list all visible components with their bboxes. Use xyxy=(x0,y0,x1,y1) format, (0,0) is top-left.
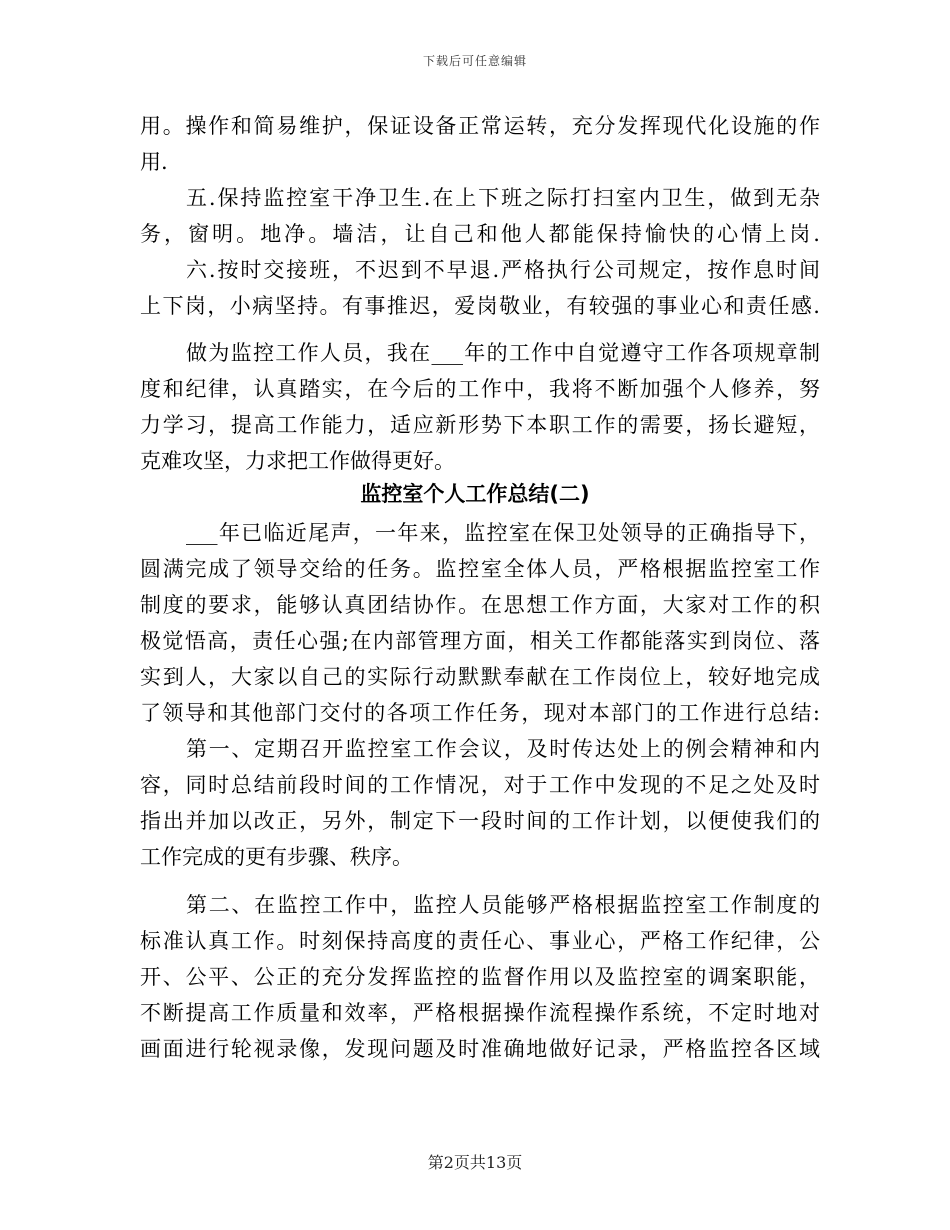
text-line: 力学习，提高工作能力，适应新形势下本职工作的需要，扬长避短， xyxy=(140,413,820,437)
header-note: 下载后可任意编辑 xyxy=(422,54,527,68)
text-line: 用. xyxy=(140,150,168,174)
text-line: 六.按时交接班，不迟到不早退.严格执行公司规定，按作息时间 xyxy=(186,258,820,282)
text-line: 第二、在监控工作中，监控人员能够严格根据监控室工作制度的 xyxy=(186,893,820,917)
text-line: ___年已临近尾声，一年来，监控室在保卫处领导的正确指导下， xyxy=(186,521,820,545)
text-line: 做为监控工作人员，我在___年的工作中自觉遵守工作各项规章制 xyxy=(186,341,820,365)
text-line: 标准认真工作。时刻保持高度的责任心、事业心，严格工作纪律，公 xyxy=(140,929,820,953)
text-line: 开、公平、公正的充分发挥监控的监督作用以及监控室的调案职能， xyxy=(140,965,820,989)
text-line: 极觉悟高，责任心强;在内部管理方面，相关工作都能落实到岗位、落 xyxy=(140,629,820,653)
text-line: 克难攻坚，力求把工作做得更好。 xyxy=(140,449,455,473)
text-line: 工作完成的更有步骤、秩序。 xyxy=(140,845,413,869)
text-line: 制度的要求，能够认真团结协作。在思想工作方面，大家对工作的积 xyxy=(140,593,820,617)
text-line: 用。操作和简易维护，保证设备正常运转，充分发挥现代化设施的作 xyxy=(140,114,820,138)
text-line: 了领导和其他部门交付的各项工作任务，现对本部门的工作进行总结: xyxy=(140,701,820,725)
text-line: 实到人，大家以自己的实际行动默默奉献在工作岗位上，较好地完成 xyxy=(140,665,820,689)
text-line: 度和纪律，认真踏实，在今后的工作中，我将不断加强个人修养，努 xyxy=(140,377,820,401)
text-line: 画面进行轮视录像，发现问题及时准确地做好记录，严格监控各区域 xyxy=(140,1037,820,1061)
text-line: 务，窗明。地净。墙洁，让自己和他人都能保持愉快的心情上岗. xyxy=(140,222,820,246)
text-line: 圆满完成了领导交给的任务。监控室全体人员，严格根据监控室工作 xyxy=(140,557,820,581)
text-line: 第一、定期召开监控室工作会议，及时传达处上的例会精神和内 xyxy=(186,737,820,761)
page-number: 第2页共13页 xyxy=(427,1153,523,1172)
text-line: 上下岗，小病坚持。有事推迟，爱岗敬业，有较强的事业心和责任感. xyxy=(140,294,820,318)
text-line: 容，同时总结前段时间的工作情况，对于工作中发现的不足之处及时 xyxy=(140,773,820,797)
text-line: 五.保持监控室干净卫生.在上下班之际打扫室内卫生，做到无杂 xyxy=(186,186,820,210)
text-line: 指出并加以改正，另外，制定下一段时间的工作计划，以便使我们的 xyxy=(140,809,820,833)
section-title: 监控室个人工作总结(二) xyxy=(360,482,590,506)
text-line: 不断提高工作质量和效率，严格根据操作流程操作系统，不定时地对 xyxy=(140,1001,820,1025)
